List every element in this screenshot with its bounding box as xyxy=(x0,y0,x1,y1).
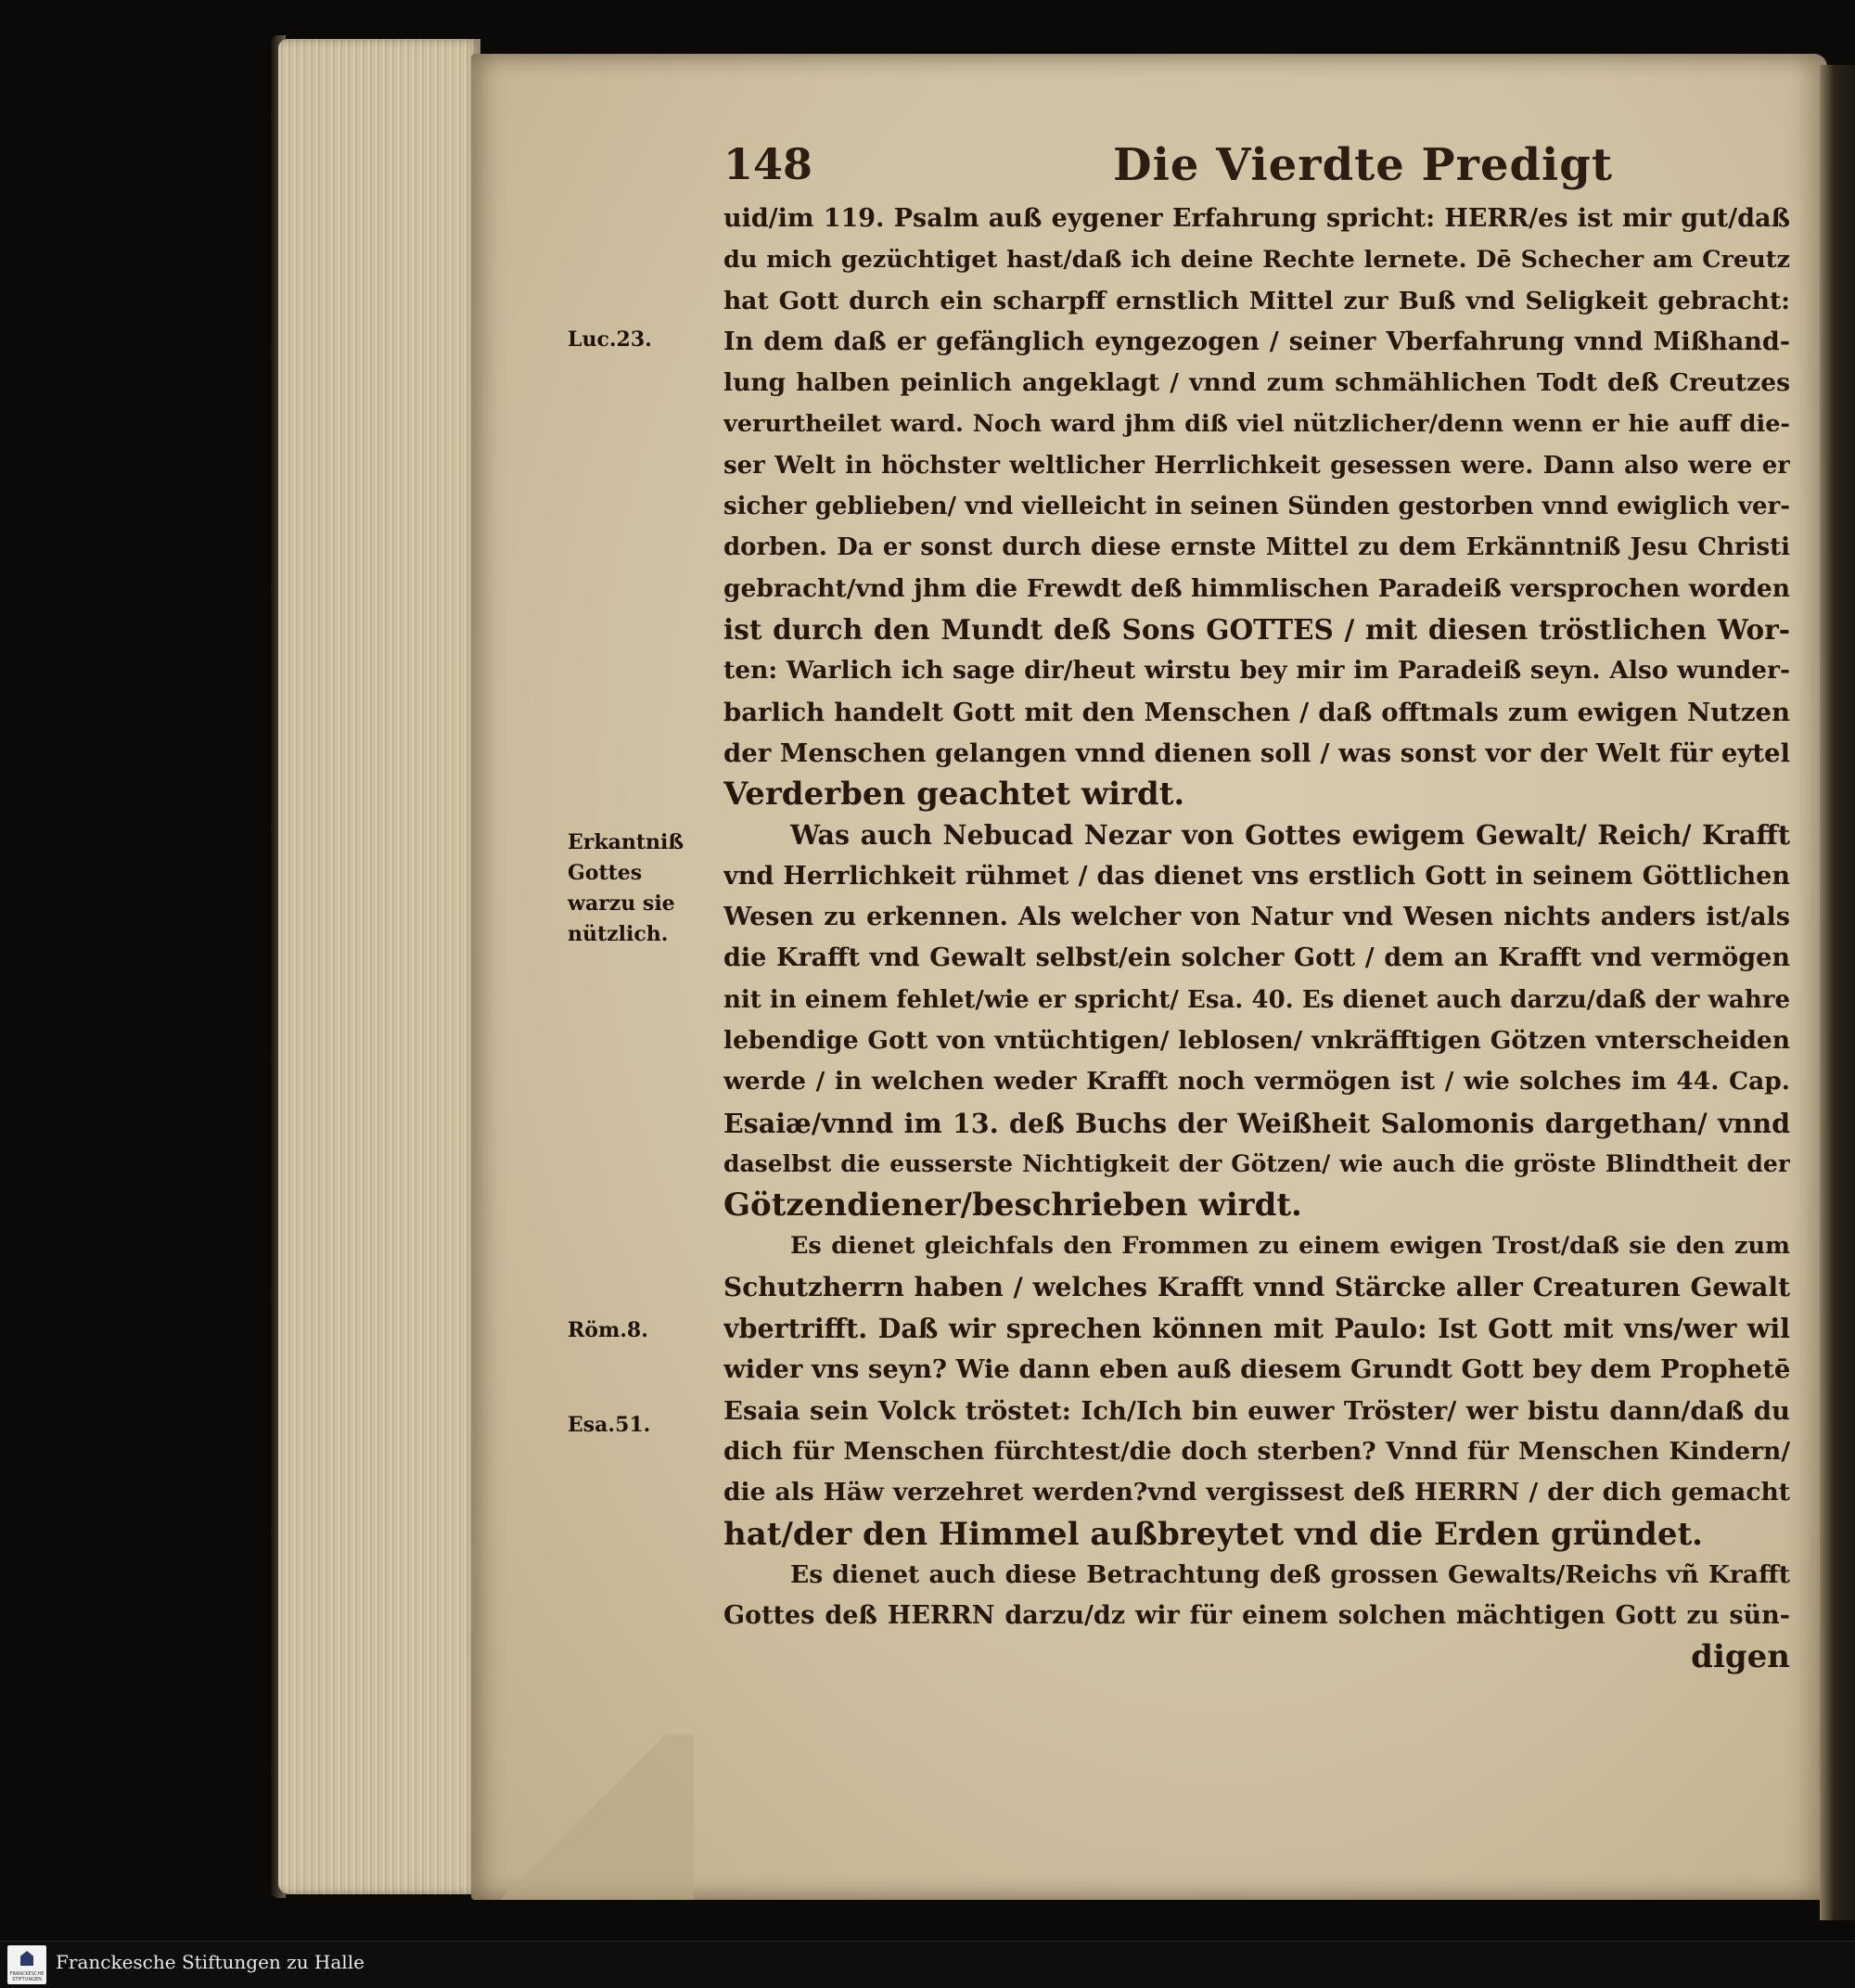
body-text xyxy=(723,199,1790,1678)
page-corner-fold xyxy=(471,1735,694,1900)
text-line: uid/im 119. Psalm auß eygener Erfahrung spricht: HERR/es ist mir gut/daß xyxy=(723,204,1790,233)
text-line: Es dienet gleichfals den Frommen zu einem ewigen Trost/daß sie den zum xyxy=(790,1232,1790,1261)
margin-note-erkantniss: Erkantniß xyxy=(568,830,684,854)
text-line: lebendige Gott von vntüchtigen/ leblosen/ vnkräfftigen Götzen vnterscheiden xyxy=(723,1025,1790,1055)
text-line: Verderben geachtet wirdt. xyxy=(723,776,1185,814)
text-line: hat Gott durch ein scharpff ernstlich Mittel zur Buß vnd Seligkeit gebracht: xyxy=(723,286,1790,315)
text-line: dorben. Da er sonst durch diese ernste Mittel zu dem Erkänntniß Jesu Christi xyxy=(723,533,1790,562)
margin-note-nuetzlich: nützlich. xyxy=(568,922,669,946)
margin-note-esa: Esa.51. xyxy=(568,1413,651,1437)
text-line: wider vns seyn? Wie dann eben auß diesem Grundt Gott bey dem Prophetē xyxy=(723,1354,1790,1385)
running-title: Die Vierdte Predigt xyxy=(1113,139,1614,191)
text-line: Götzendiener/beschrieben wirdt. xyxy=(723,1186,1302,1225)
text-line: daselbst die eusserste Nichtigkeit der Götzen/ wie auch die gröste Blindtheit der xyxy=(723,1149,1790,1177)
logo-text: FRANCKESCHE STIFTUNGEN xyxy=(9,1971,45,1982)
text-line: nit in einem fehlet/wie er spricht/ Esa. 40. Es dienet auch darzu/daß der wahre xyxy=(723,985,1790,1014)
text-line: lung halben peinlich angeklagt / vnnd zum schmählichen Todt deß Creutzes xyxy=(723,368,1790,398)
page-edges xyxy=(278,39,480,1894)
institution-name: Franckesche Stiftungen zu Halle xyxy=(56,1951,365,1973)
text-line: Was auch Nebucad Nezar von Gottes ewigem Gewalt/ Reich/ Krafft xyxy=(790,819,1790,852)
text-line: Esaiæ/vnnd im 13. deß Buchs der Weißheit Salomonis dargethan/ vnnd xyxy=(723,1107,1790,1139)
text-line: die als Häw verzehret werden?vnd vergissest deß HERRN / der dich gemacht xyxy=(723,1478,1790,1507)
page-number: 148 xyxy=(723,139,813,189)
text-line: dich für Menschen fürchtest/die doch sterben? Vnnd für Menschen Kindern/ xyxy=(723,1436,1790,1466)
text-line: sicher geblieben/ vnd vielleicht in seinen Sünden gestorben vnnd ewiglich ver- xyxy=(723,493,1790,521)
margin-note-gottes: Gottes xyxy=(568,861,643,885)
catchword: digen xyxy=(1691,1638,1790,1676)
text-line: die Krafft vnd Gewalt selbst/ein solcher Gott / dem an Krafft vnd vermögen xyxy=(723,943,1790,973)
margin-note-roem: Röm.8. xyxy=(568,1318,648,1342)
margin-note-warzu: warzu sie xyxy=(568,891,675,916)
text-line: vbertrifft. Daß wir sprechen können mit Paulo: Ist Gott mit vns/wer wil xyxy=(723,1313,1790,1345)
text-line: ist durch den Mundt deß Sons GOTTES / mit diesen tröstlichen Wor- xyxy=(723,612,1790,646)
viewer-footer xyxy=(0,1941,1855,1988)
text-line: Wesen zu erkennen. Als welcher von Natur vnd Wesen nichts anders ist/als xyxy=(723,903,1790,932)
text-line: Gottes deß HERRN darzu/dz wir für einem solchen mächtigen Gott zu sün- xyxy=(723,1601,1790,1631)
text-line: barlich handelt Gott mit den Menschen / daß offtmals zum ewigen Nutzen xyxy=(723,697,1790,727)
text-line: gebracht/vnd jhm die Frewdt deß himmlischen Paradeiß versprochen worden xyxy=(723,573,1790,603)
text-line: werde / in welchen weder Krafft noch vermögen ist / wie solches im 44. Cap. xyxy=(723,1067,1790,1097)
text-line: ten: Warlich ich sage dir/heut wirstu bey mir im Paradeiß seyn. Also wunder- xyxy=(723,656,1790,686)
text-line: du mich gezüchtiget hast/daß ich deine Rechte lernete. Dē Schecher am Creutz xyxy=(723,246,1790,275)
text-line: hat/der den Himmel außbreytet vnd die Erden gründet. xyxy=(723,1515,1704,1553)
text-line: Es dienet auch diese Betrachtung deß grossen Gewalts/Reichs vñ Krafft xyxy=(790,1559,1790,1589)
text-line: Schutzherrn haben / welches Krafft vnnd Stärcke aller Creaturen Gewalt xyxy=(723,1271,1790,1302)
book-spine xyxy=(1820,65,1855,1920)
text-line: ser Welt in höchster weltlicher Herrlichkeit gesessen were. Dann also were er xyxy=(723,451,1790,480)
text-line: In dem daß er gefänglich eyngezogen / seiner Vberfahrung vnnd Mißhand- xyxy=(723,327,1790,356)
text-line: verurtheilet ward. Noch ward jhm diß viel nützlicher/denn wenn er hie auff die- xyxy=(723,410,1790,439)
margin-note-luc: Luc.23. xyxy=(568,327,652,352)
page-header xyxy=(723,139,1790,195)
institution-logo[interactable] xyxy=(7,1945,46,1984)
text-line: vnd Herrlichkeit rühmet / das dienet vns erstlich Gott in seinem Göttlichen xyxy=(723,861,1790,891)
text-line: Esaia sein Volck tröstet: Ich/Ich bin euwer Tröster/ wer bistu dann/daß du xyxy=(723,1395,1790,1426)
text-line: der Menschen gelangen vnnd dienen soll / was sonst vor der Welt für eytel xyxy=(723,737,1790,768)
building-icon xyxy=(20,1951,33,1966)
